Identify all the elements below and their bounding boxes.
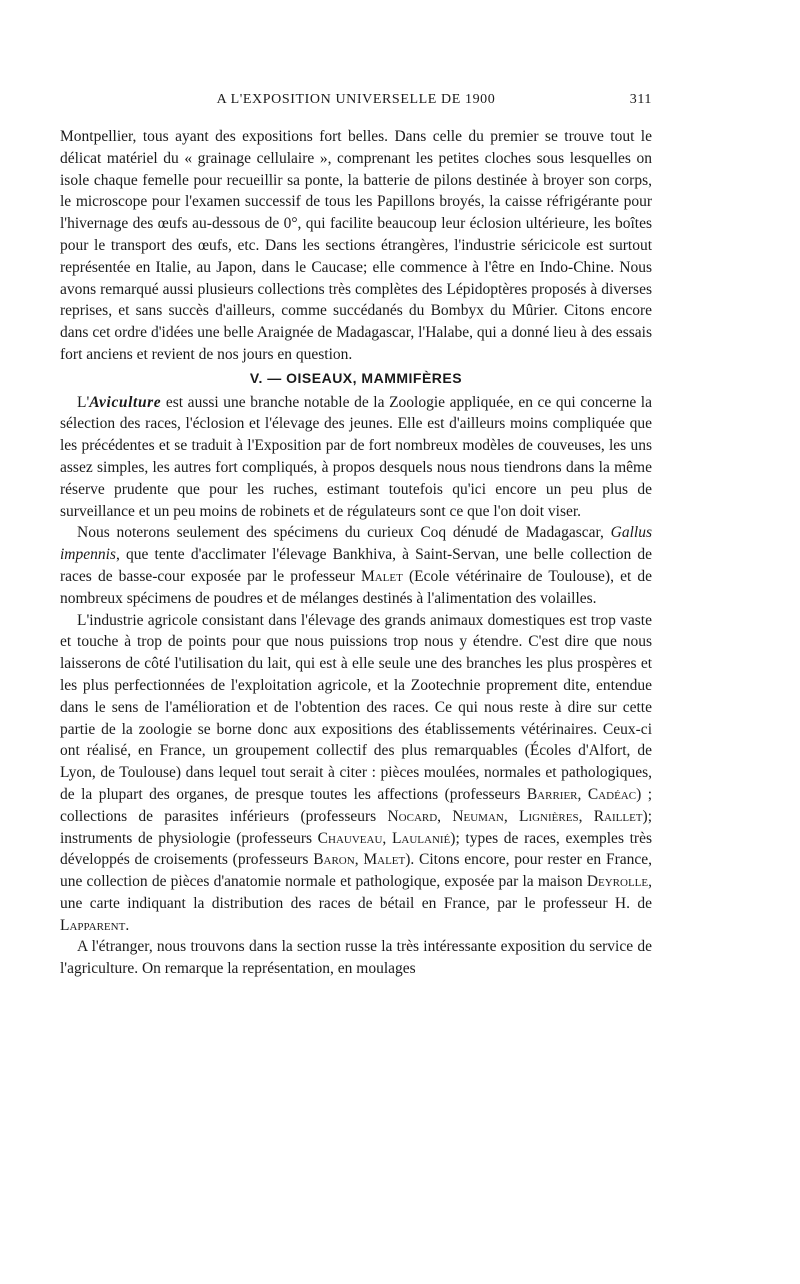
paragraph-text: est aussi une branche notable de la Zoologie appliquée, en ce qui concerne la sélection des races, l'éclosion et l'élevage des jeunes. Elle est d'ailleurs moins compliquée que les précédentes et se traduit à l'Exposition par de fort nombreux modèles de couveuses, les uns assez simples, les autres fort compliqués, à propos desquels nous nous tiendrons dans la même réserve prudente que pour les ruches, estimant toutefois qu'ici encore un peu plus de surveillance et un peu moins de robinets et de régulateurs sont ce que l'on doit viser. (60, 393, 652, 520)
person-name: Deyrolle (586, 873, 649, 891)
paragraph-aviculture (60, 392, 652, 523)
section-heading: V. — OISEAUX, MAMMIFÈRES (249, 369, 463, 386)
text-run: ). Citons encore, pour rester en France, une collection de pièces d'anatomie normale et pathologique, exposée par la maison (60, 851, 652, 891)
text-run: , (578, 807, 594, 825)
text-run: , (382, 829, 392, 847)
person-name: Barrier (526, 785, 578, 803)
paragraph-agriculture (60, 610, 652, 937)
page-number: 311 (629, 92, 652, 107)
person-name: Nocard (387, 807, 438, 825)
person-name: Lignières (518, 807, 579, 825)
text-run: , une carte indiquant la distribution des races de bétail en France, par le professeur H. de (60, 873, 652, 912)
text-run: , (503, 807, 519, 825)
text-run: ); types de races, exemples très développés de croisements (professeurs (60, 829, 653, 869)
person-name: Neuman (452, 807, 504, 825)
paragraph-foreign: A l'étranger, nous trouvons dans la section russe la très intéressante exposition du service de l'agriculture. On remarque la représentation, en moulages (60, 938, 652, 978)
person-name: Chauveau (317, 829, 383, 847)
person-name: Laulanié (391, 829, 451, 847)
page-body (60, 126, 652, 980)
person-name: Malet (360, 567, 403, 585)
person-name: Lapparent (60, 916, 126, 934)
text-run: Nous noterons seulement des spécimens du curieux Coq dénudé de Madagascar, (77, 524, 611, 542)
person-name: Cadéac (587, 785, 637, 803)
text-run: . (125, 916, 130, 934)
running-title: A L'EXPOSITION UNIVERSELLE DE 1900 (216, 92, 496, 107)
running-header (60, 92, 652, 108)
text-run: (Ecole vétérinaire de Toulouse), et de nombreux spécimens de poudres et de mélanges destinés à l'alimentation des volailles. (60, 567, 652, 607)
text-run: , (437, 807, 453, 825)
lead-prefix: L' (77, 393, 90, 411)
person-name: Raillet (593, 807, 643, 825)
paragraph-specimens (60, 522, 652, 609)
text-run: ) ; collections de parasites inférieurs (professeurs (60, 785, 652, 825)
species-name: Gallus impennis (60, 524, 652, 564)
text-run: , (577, 785, 588, 803)
person-name: Baron (313, 851, 355, 869)
paragraph-continued: Montpellier, tous ayant des expositions fort belles. Dans celle du premier se trouve tout le délicat matériel du « grainage cellulaire », comprenant les petites cloches sous lesquelles on isole chaque femelle pour recueillir sa ponte, la batterie de pilons destinée à broyer son corps, le microscope pour l'examen successif de tous les Papillons broyés, la caisse réfrigérante pour l'hivernage des œufs au-dessous de 0°, qui facilite beaucoup leur éclosion ultérieure, les boîtes pour le transport des œufs, etc. Dans les sections étrangères, l'industrie séricicole est surtout représentée en Italie, au Japon, dans le Caucase; elle commence à l'être en Indo-Chine. Nous avons remarqué aussi plusieurs collections très complètes des Lépidoptères proposés à diverses reprises, et sans succès d'ailleurs, comme succédanés du Bombyx du Mûrier. Citons encore dans cet ordre d'idées une belle Araignée de Madagascar, l'Halabe, qui a donné lieu à des essais fort anciens et revient de nos jours en question. (60, 128, 652, 363)
text-run: , (354, 851, 364, 869)
text-run: ); instruments de physiologie (professeurs (60, 807, 652, 847)
text-run: L'industrie agricole consistant dans l'élevage des grands animaux domestiques est trop vaste et touche à trop de points pour que nous puissions trop nous y étendre. C'est dire que nous laisserons de côté l'utilisation du lait, qui est à elle seule une des branches les plus prospères et les plus perfectionnées de l'exploitation agricole, et la Zootechnie proprement dite, entendue dans le sens de l'amélioration et de l'obtention des races. Ce qui nous reste à dire sur cette partie de la zoologie se borne donc aux expositions des établissements vétérinaires. Ceux-ci ont réalisé, en France, un groupement collectif des plus remarquables (Écoles d'Alfort, de Lyon, de Toulouse) dans lequel tout serait à citer : pièces moulées, normales et pathologiques, de la plupart des organes, de presque toutes les affections (professeurs (60, 611, 652, 803)
person-name: Malet (363, 851, 406, 869)
lead-term: Aviculture (89, 393, 162, 411)
text-run: , que tente d'acclimater l'élevage Bankhiva, à Saint-Servan, une belle collection de races de basse-cour exposée par le professeur (60, 546, 652, 585)
